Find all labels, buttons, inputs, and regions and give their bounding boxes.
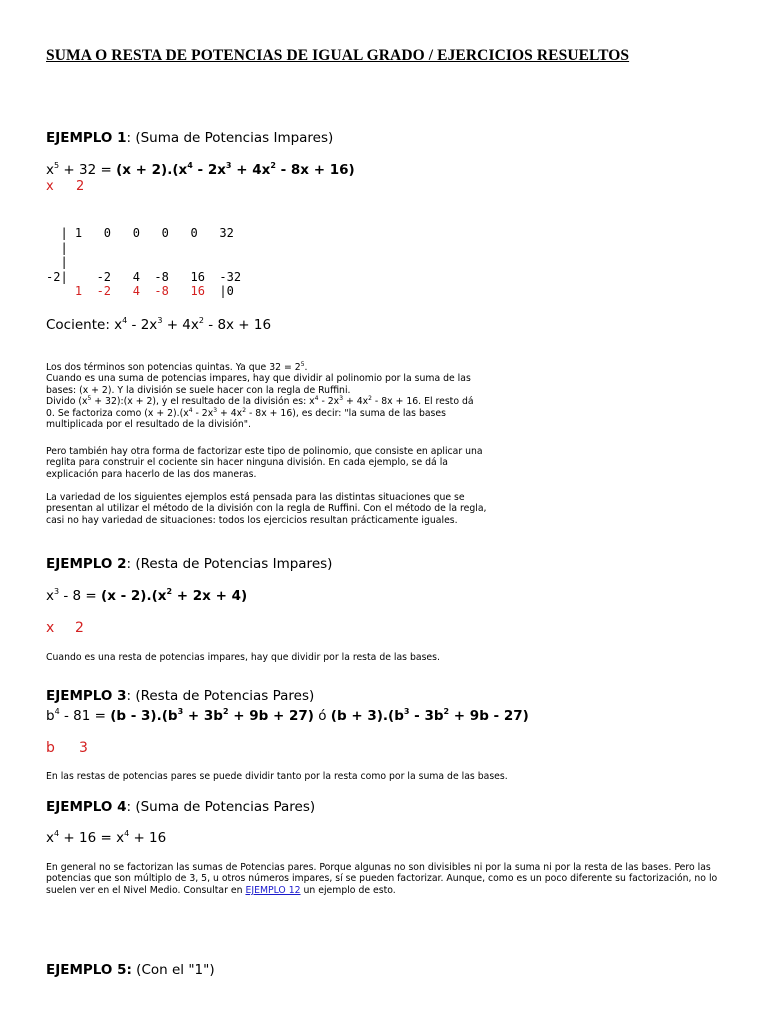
ruffini-row-coefficients: | 1 0 0 0 0 32 xyxy=(46,226,234,240)
example-3-factor: b 3 xyxy=(46,740,88,756)
example-3-label: EJEMPLO 3 xyxy=(46,688,127,704)
example-2-formula: $x^3 - 8 = (x - 2).(x^2 + 2x + 4)$ xyxy=(46,587,248,604)
example-1-cociente: Cociente: $x^4 - 2x^3 + 4x^2 - 8x + 16$ xyxy=(46,316,272,333)
example-1-factor: x 2 xyxy=(46,179,85,194)
example-4-label: EJEMPLO 4 xyxy=(46,799,127,815)
example-3-explanation: En las restas de potencias pares se puede dividir tanto por la resta como por la suma de las bases. xyxy=(46,771,508,782)
example-1-paragraph-3: La variedad de los siguientes ejemplos está pensada para las distintas situaciones que se presentan al utilizar el método de la división con la regla de Ruffini. Con el método de la regla, casi no hay variedad de situaciones: todos los ejercicios resultan prácticamente iguales. xyxy=(46,492,487,526)
example-5-desc: (Con el "1") xyxy=(131,962,215,978)
example-4-heading xyxy=(46,799,315,815)
example-2-heading xyxy=(46,556,332,572)
example-5-heading xyxy=(46,962,215,978)
example-1-explanation: Los dos términos son potencias quintas. Ya que $32 = 2^5$. Cuando es una suma de potencias impares, hay que dividir al polinomio por la suma de las bases: (x + 2). Y la división se suele hacer con la regla de Ruffini. Divido ($x^5$ + 32):(x + 2), y el resultado de la división es: $x^4 - 2x^3 + 4x^2 - 8x + 16$. El resto dá 0. Se factoriza como $(x + 2).(x^4 - 2x^3 + 4x^2 - 8x + 16)$, es decir: "la suma de las bases multiplicada por el resultado de la división". xyxy=(46,361,474,431)
example-4-desc: : (Suma de Potencias Pares) xyxy=(126,799,316,815)
example-1-label: EJEMPLO 1 xyxy=(46,130,127,146)
example-2-explanation: Cuando es una resta de potencias impares, hay que dividir por la resta de las bases. xyxy=(46,652,440,663)
ruffini-row-result: 1 -2 4 -8 16 |0 xyxy=(46,284,234,298)
example-3-heading xyxy=(46,688,314,704)
example-2-factor: x 2 xyxy=(46,620,84,636)
example-1-heading xyxy=(46,130,333,146)
example-2-desc: : (Resta de Potencias Impares) xyxy=(126,556,333,572)
example-1-desc: : (Suma de Potencias Impares) xyxy=(126,130,334,146)
example-1-formula: $x^5 + 32 = (x + 2).(x^4 - 2x^3 + 4x^2 - 8x + 16)$ xyxy=(46,161,355,178)
example-4-formula: $x^4 + 16 = x^4 + 16$ xyxy=(46,829,167,846)
ruffini-row-products: -2| -2 4 -8 16 -32 xyxy=(46,269,242,284)
example-2-label: EJEMPLO 2 xyxy=(46,556,127,572)
page-title: SUMA O RESTA DE POTENCIAS DE IGUAL GRADO / EJERCICIOS RESUELTOS xyxy=(46,47,630,64)
example-3-desc: : (Resta de Potencias Pares) xyxy=(126,688,315,704)
example-3-formula: $b^4 - 81 = (b - 3).(b^3 + 3b^2 + 9b + 27)$ ó $(b + 3).(b^3 - 3b^2 + 9b - 27)$ xyxy=(46,707,529,724)
ruffini-table: | 1 0 0 0 0 32 | | -2| -2 4 -8 16 -32 1 -2 4 -8 16 |0 xyxy=(46,226,242,298)
example-4-explanation: En general no se factorizan las sumas de Potencias pares. Porque algunas no son divisibles ni por la suma ni por la resta de las bases. Pero las potencias que son múltiplo de 3, 5, u otros números impares, sí se pueden factorizar. Aunque, como es un poco diferente su factorización, no lo suelen ver en el Nivel Medio. Consultar en EJEMPLO 12 un ejemplo de esto. xyxy=(46,862,718,896)
example-12-link[interactable]: EJEMPLO 12 xyxy=(245,884,301,896)
example-1-paragraph-2: Pero también hay otra forma de factorizar este tipo de polinomio, que consiste en aplicar una reglita para construir el cociente sin hacer ninguna división. En cada ejemplo, se dá la explicación para hacerlo de las dos maneras. xyxy=(46,446,483,480)
example-5-label: EJEMPLO 5: xyxy=(46,962,132,978)
